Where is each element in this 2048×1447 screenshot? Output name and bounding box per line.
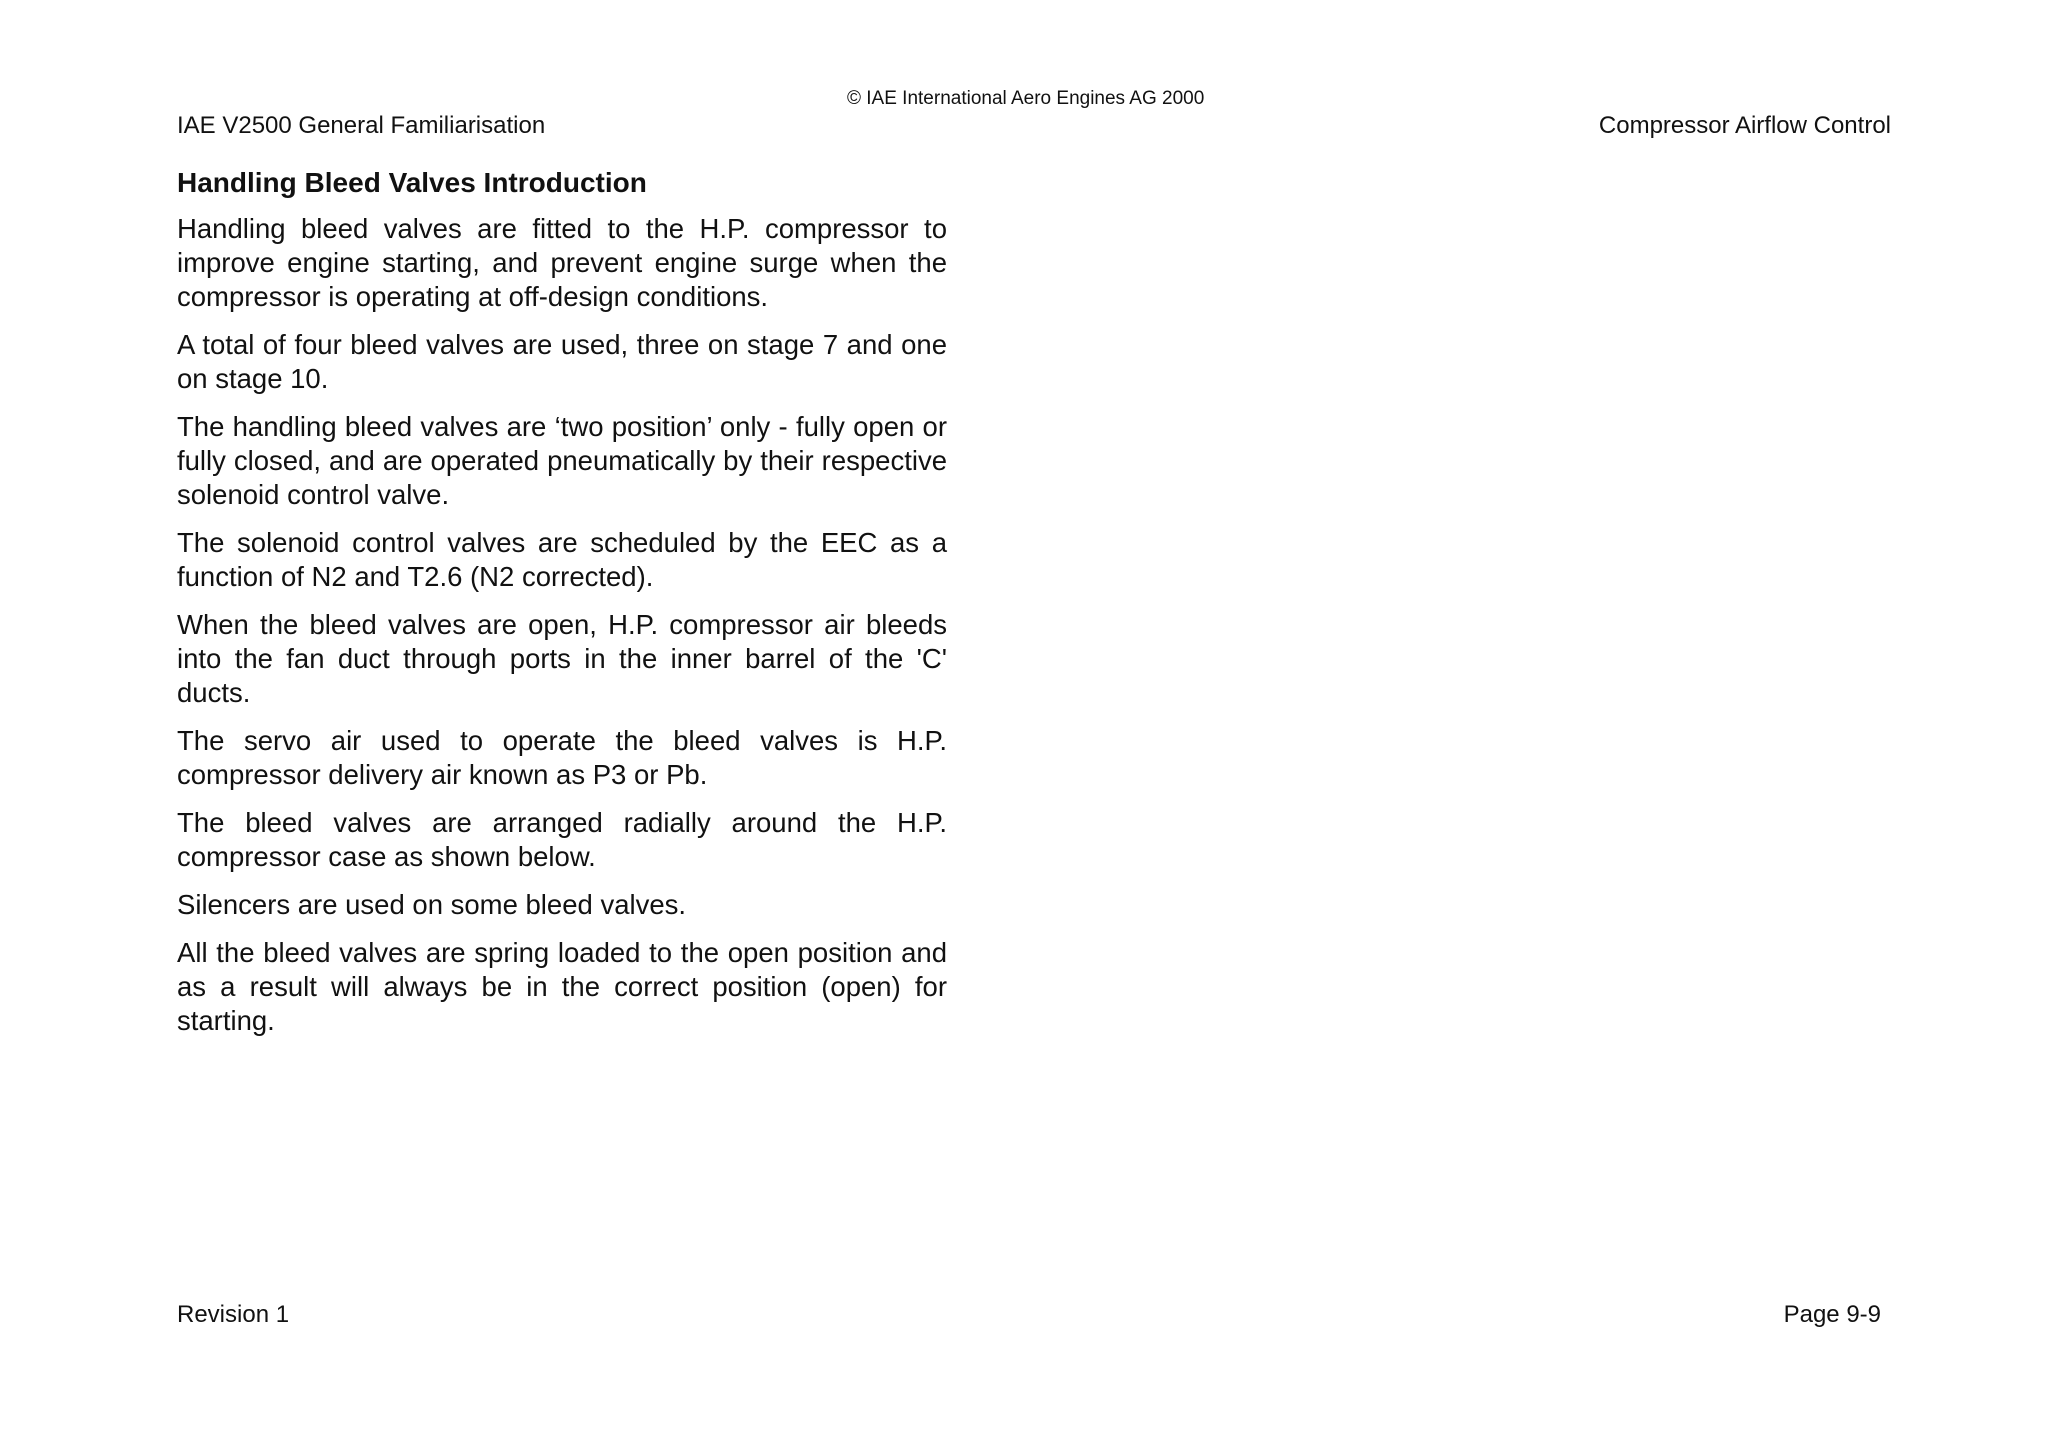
revision-label: Revision 1 bbox=[177, 1301, 290, 1328]
copyright-notice: © IAE International Aero Engines AG 2000 bbox=[847, 88, 1205, 109]
paragraph-8: Silencers are used on some bleed valves. bbox=[177, 889, 687, 920]
paragraph-1: Handling bleed valves are fitted to the H.P. compressor to improve engine starting, and prevent engine surge when the compressor is operating at off-design conditions. bbox=[177, 213, 947, 312]
paragraph-4: The solenoid control valves are scheduled by the EEC as a function of N2 and T2.6 (N2 corrected). bbox=[177, 527, 947, 592]
paragraph-7: The bleed valves are arranged radially around the H.P. compressor case as shown below. bbox=[177, 807, 947, 872]
document-title-header: IAE V2500 General Familiarisation bbox=[177, 112, 546, 139]
paragraph-3: The handling bleed valves are ‘two position’ only - fully open or fully closed, and are operated pneumatically by their respective solenoid control valve. bbox=[177, 411, 947, 510]
page-number: Page 9-9 bbox=[1783, 1301, 1881, 1328]
section-title: Handling Bleed Valves Introduction bbox=[177, 167, 647, 198]
paragraph-2: A total of four bleed valves are used, three on stage 7 and one on stage 10. bbox=[177, 329, 947, 394]
chapter-title-header: Compressor Airflow Control bbox=[1598, 112, 1891, 139]
paragraph-6: The servo air used to operate the bleed valves is H.P. compressor delivery air known as P3 or Pb. bbox=[177, 725, 947, 790]
paragraph-9: All the bleed valves are spring loaded to the open position and as a result will always be in the correct position (open) for starting. bbox=[177, 937, 947, 1036]
main-text-column bbox=[177, 166, 947, 1052]
paragraph-5: When the bleed valves are open, H.P. compressor air bleeds into the fan duct through ports in the inner barrel of the 'C' ducts. bbox=[177, 609, 947, 708]
